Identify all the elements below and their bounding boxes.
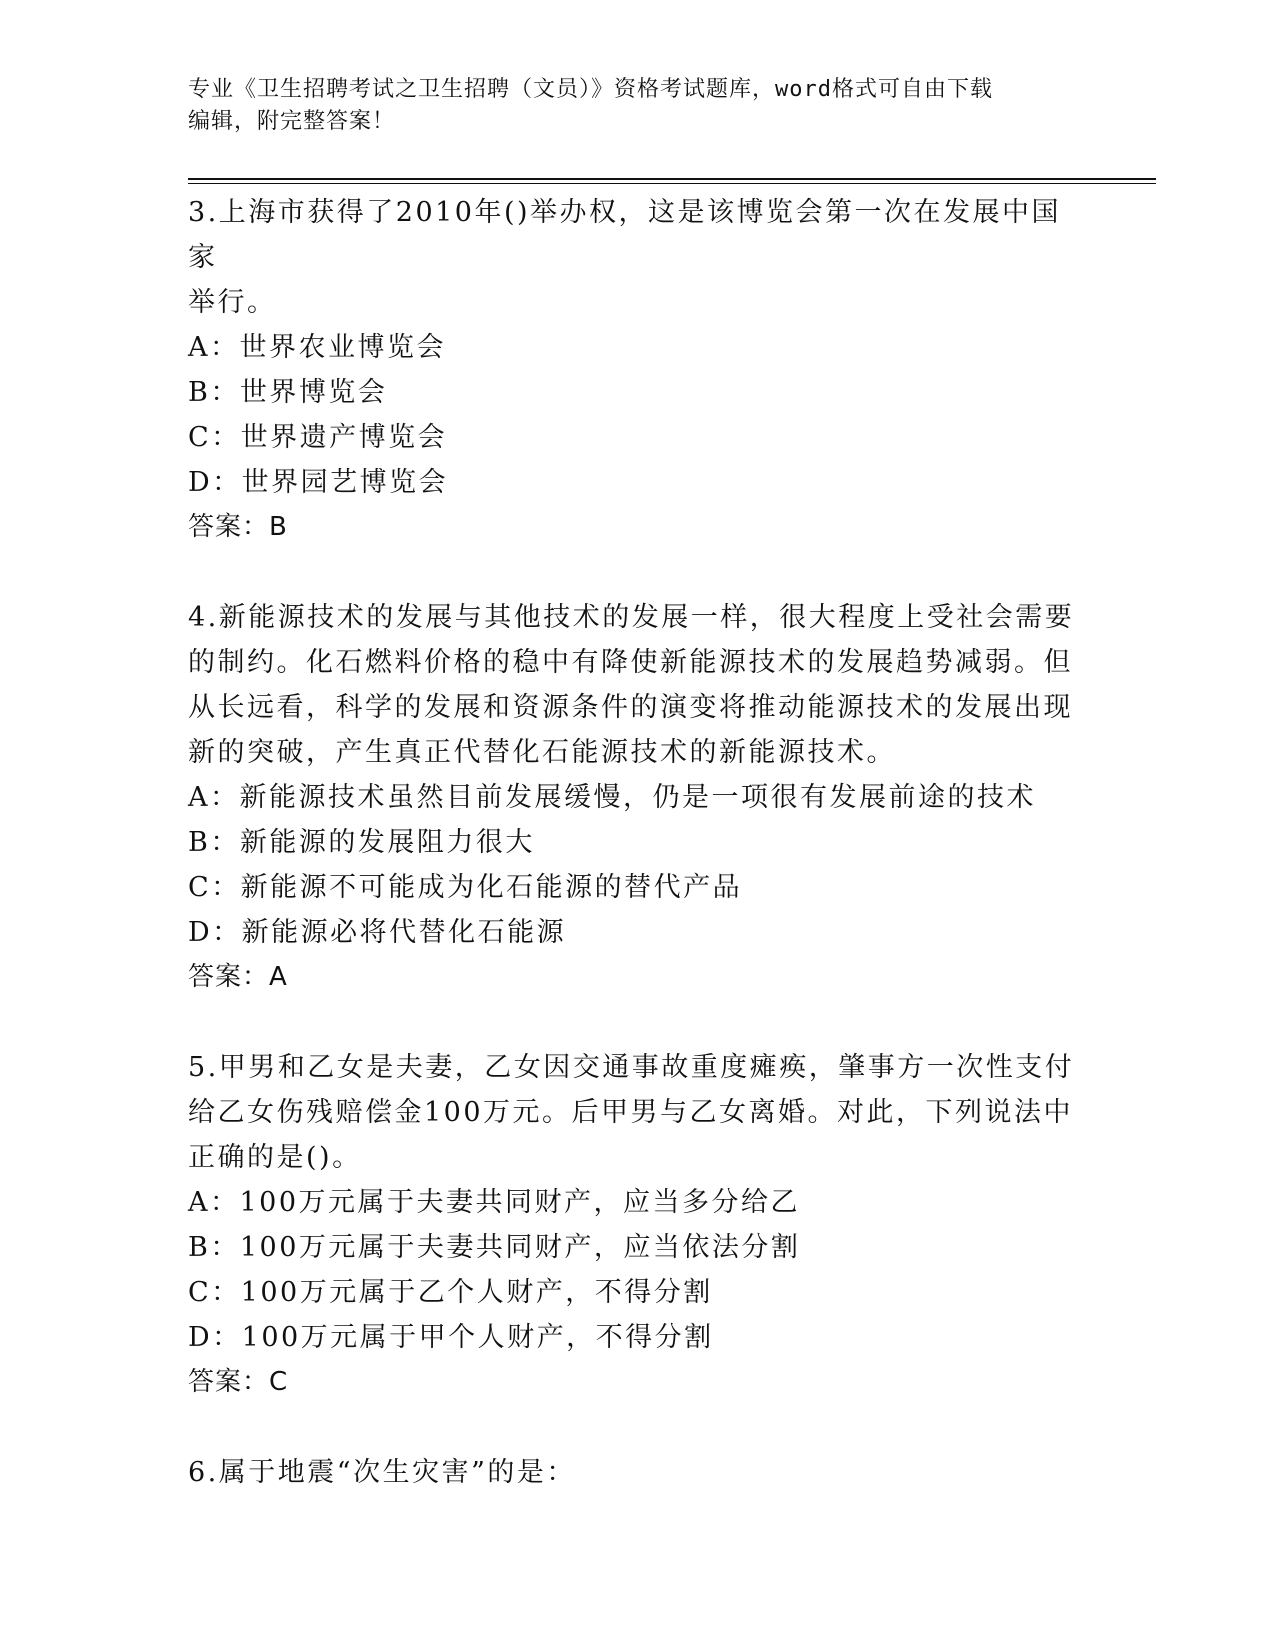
- option-d: D：新能源必将代替化石能源: [188, 917, 567, 948]
- question-spacer: [188, 550, 1088, 595]
- answer-line: 答案：C: [188, 1367, 289, 1397]
- header-rule-thick: [188, 178, 1156, 180]
- question-6: [188, 1450, 1088, 1495]
- question-stem-line: 新的突破，产生真正代替化石能源技术的新能源技术。: [188, 737, 896, 768]
- question-spacer: [188, 1000, 1088, 1045]
- question-stem-line: 的制约。化石燃料价格的稳中有降使新能源技术的发展趋势减弱。但: [188, 647, 1073, 678]
- option-a: A：新能源技术虽然目前发展缓慢，仍是一项很有发展前途的技术: [188, 782, 1036, 813]
- option-c: C：世界遗产博览会: [188, 422, 448, 453]
- option-c: C：100万元属于乙个人财产，不得分割: [188, 1277, 713, 1308]
- question-4: [188, 595, 1088, 1000]
- question-5: [188, 1045, 1088, 1405]
- question-stem-line: 5.甲男和乙女是夫妻，乙女因交通事故重度瘫痪，肇事方一次性支付: [188, 1052, 1075, 1083]
- question-stem-line: 正确的是()。: [188, 1142, 362, 1173]
- question-stem-line: 6.属于地震“次生灾害”的是：: [188, 1457, 576, 1488]
- header-rule-thin: [188, 183, 1156, 184]
- question-stem-line: 3.上海市获得了2010年()举办权，这是该博览会第一次在发展中国家: [188, 197, 1062, 273]
- option-a: A：世界农业博览会: [188, 332, 446, 363]
- question-spacer: [188, 1405, 1088, 1450]
- question-stem-line: 给乙女伤残赔偿金100万元。后甲男与乙女离婚。对此，下列说法中: [188, 1097, 1074, 1128]
- option-c: C：新能源不可能成为化石能源的替代产品: [188, 872, 743, 903]
- option-b: B：世界博览会: [188, 377, 388, 408]
- question-stem-line: 4.新能源技术的发展与其他技术的发展一样，很大程度上受社会需要: [188, 602, 1075, 633]
- question-3: [188, 190, 1088, 550]
- answer-line: 答案：B: [188, 512, 288, 542]
- option-a: A：100万元属于夫妻共同财产，应当多分给乙: [188, 1187, 801, 1218]
- option-d: D：100万元属于甲个人财产，不得分割: [188, 1322, 714, 1353]
- document-header: [188, 74, 1068, 138]
- header-line-1: 专业《卫生招聘考试之卫生招聘（文员）》资格考试题库，word格式可自由下载: [188, 77, 993, 102]
- question-stem-line: 举行。: [188, 287, 277, 318]
- question-list: [188, 190, 1088, 1495]
- question-stem-line: 从长远看，科学的发展和资源条件的演变将推动能源技术的发展出现: [188, 692, 1073, 723]
- option-d: D：世界园艺博览会: [188, 467, 449, 498]
- header-line-2: 编辑，附完整答案！: [188, 109, 396, 134]
- option-b: B：100万元属于夫妻共同财产，应当依法分割: [188, 1232, 801, 1263]
- answer-line: 答案：A: [188, 962, 288, 992]
- option-b: B：新能源的发展阻力很大: [188, 827, 535, 858]
